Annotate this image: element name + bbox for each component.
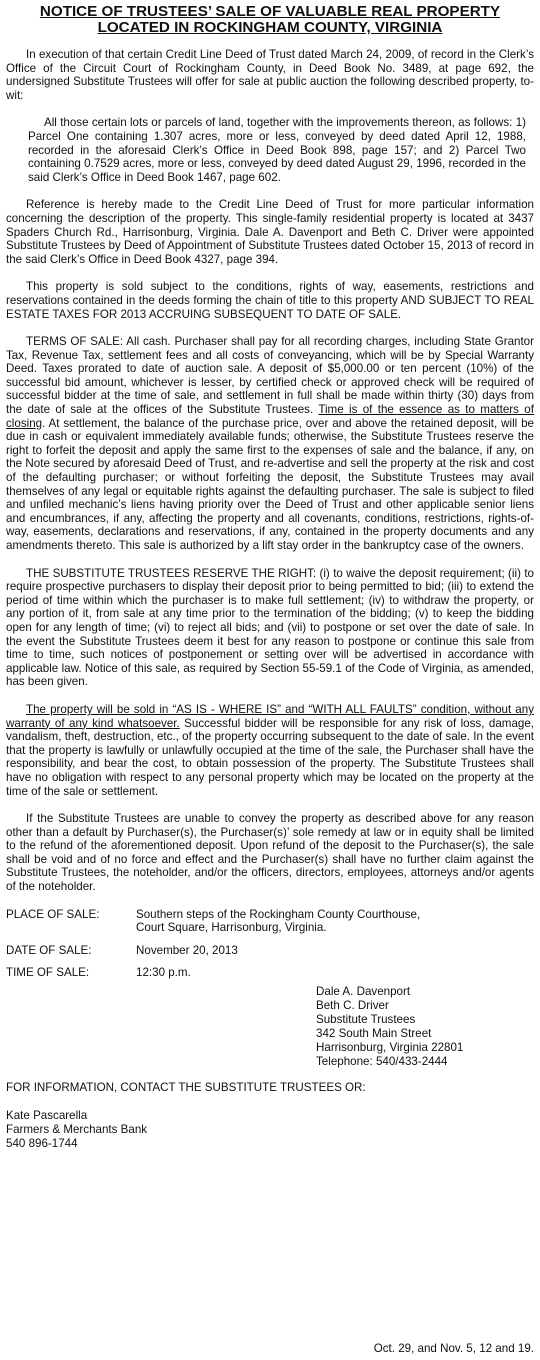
reserve-right-paragraph: THE SUBSTITUTE TRUSTEES RESERVE THE RIGHT: (i) to waive the deposit requirement; (ii) to require prospective purchasers to display their deposit prior to being permitted to bid; (iii) to extend the period of time within which the purchaser is to make full settlement; (iv) to withdraw the property, or any portion of it, from sale at any time prior to the termination of the bidding; (v) to keep the bidding open for any length of time; (vi) to reject all bids; and (vii) to postpone or set over the date of sale. In the event the Substitute Trustees deem it best for any reason to postpone or continue this sale from time to time, such notices of postponement or setting over will be advertised in accordance with applicable law. Notice of this sale, as required by Section 55-59.1 of the Code of Virginia, as amended, has been given.	[6, 566, 534, 689]
unable-to-convey-paragraph: If the Substitute Trustees are unable to convey the property as described above for any reason other than a default by Purchaser(s), the Purchaser(s)’ sole remedy at law or in equity shall be limited to the refund of the aforementioned deposit. Upon refund of the deposit to the Purchaser(s), the sale shall be void and of no force and effect and the Purchaser(s) shall have no further claim against the Substitute Trustees, the noteholder, and/or the officers, directors, employees, attorneys and/or agents of the noteholder.	[6, 812, 534, 894]
as-is-rest: Successful bidder will be responsible for any risk of loss, damage, vandalism, theft, destruction, etc., of the property occurring subsequent to the date of sale. In the event that the property is lawfully or unlawfully occupied at the time of the sale, the Purchaser shall have the responsibility, and bear the cost, to obtain possession of the property. The Substitute Trustees shall have no obligation with respect to any personal property which may be located on the property at the time of the sale or settlement.	[6, 716, 535, 798]
time-of-sale-row	[6, 966, 534, 980]
as-is-paragraph	[6, 703, 534, 798]
place-line-2: Court Square, Harrisonburg, Virginia.	[136, 921, 327, 935]
execution-paragraph: In execution of that certain Credit Line Deed of Trust dated March 24, 2009, of record in the Clerk’s Office of the Circuit Court of Rockingham County, in Deed Book No. 3489, at page 692, the undersigned Substitute Trustees will offer for sale at public auction the following described property, to-wit:	[6, 48, 534, 102]
time-of-sale-label: TIME OF SALE:	[6, 966, 90, 980]
notice-title	[6, 4, 534, 36]
as-is-clause: The property will be sold in “AS IS - WHERE IS” and “WITH ALL FAULTS” condition, without any warranty of any kind whatsoever.	[6, 702, 534, 730]
subject-to-paragraph: This property is sold subject to the conditions, rights of way, easements, restrictions and reservations contained in the deeds forming the chain of title to this property AND SUBJECT TO REAL ESTATE TAXES FOR 2013 ACCRUING SUBSEQUENT TO DATE OF SALE.	[6, 280, 534, 321]
date-of-sale-label: DATE OF SALE:	[6, 943, 92, 957]
signature-line: Substitute Trustees	[316, 1013, 416, 1027]
publication-dates: Oct. 29, and Nov. 5, 12 and 19.	[373, 1342, 534, 1355]
contact-heading: FOR INFORMATION, CONTACT THE SUBSTITUTE TRUSTEES OR:	[6, 1081, 366, 1095]
closing-essence-clause: Time is of the essence as to matters of closing	[6, 403, 534, 430]
time-of-sale-value: 12:30 p.m.	[136, 966, 191, 980]
date-of-sale-row	[6, 944, 534, 958]
contact-line: Kate Pascarella	[6, 1108, 88, 1122]
signature-line: Dale A. Davenport	[316, 985, 411, 999]
place-of-sale-value	[136, 908, 534, 935]
title-line-2: LOCATED IN ROCKINGHAM COUNTY, VIRGINIA	[97, 19, 443, 36]
signature-line: 342 South Main Street	[316, 1027, 432, 1041]
signature-line: Telephone: 540/433-2444	[316, 1055, 448, 1069]
contact-line: 540 896-1744	[6, 1136, 78, 1150]
title-line-1: NOTICE OF TRUSTEES’ SALE OF VALUABLE REAL PROPERTY	[39, 3, 501, 20]
reference-paragraph: Reference is hereby made to the Credit Line Deed of Trust for more particular information concerning the description of the property. This single-family residential property is located at 3437 Spaders Church Rd., Harrisonburg, Virginia. Dale A. Davenport and Beth C. Driver were appointed Substitute Trustees by Deed of Appointment of Substitute Trustees dated October 15, 2013 of record in the said Clerk’s Office in Deed Book 4327, page 394.	[6, 198, 534, 266]
trustee-signature-block	[316, 985, 534, 1069]
place-of-sale-label: PLACE OF SALE:	[6, 907, 100, 921]
date-of-sale-value: November 20, 2013	[136, 943, 238, 957]
property-description-paragraph: All those certain lots or parcels of land, together with the improvements thereon, as follows: 1) Parcel One containing 1.307 acres, more or less, conveyed by deed dated April 12, 1988, recorded in the aforesaid Clerk’s Office in Deed Book 898, page 157; and 2) Parcel Two containing 0.7529 acres, more or less, conveyed by deed dated August 29, 1996, recorded in the said Clerk’s Office in Deed Book 1467, page 602.	[28, 116, 526, 184]
place-of-sale-row	[6, 908, 534, 935]
terms-text-part-2: . At settlement, the balance of the purchase price, over and above the retained deposit, will be due in cash or equivalent immediately available funds; otherwise, the Substitute Trustees reserve the right to forfeit the deposit and apply the same first to the expenses of sale and the balance, if any, on the Note secured by aforesaid Deed of Trust, and re-advertise and sell the property at the risk and cost of the defaulting purchaser; or without forfeiting the deposit, the Substitute Trustees may avail themselves of any legal or equitable rights against the defaulting purchaser. The sale is subject to filed and unfiled mechanic’s liens having priority over the Deed of Trust and other applicable senior liens and encumbrances, if any, affecting the property and all covenants, conditions, restrictions, rights-of-way, easements, declarations and reservations, if any, contained in the property documents and any amendments thereto. This sale is authorized by a lift stay order in the bankruptcy case of the owners.	[6, 416, 534, 552]
contact-block	[6, 1109, 534, 1151]
signature-line: Harrisonburg, Virginia 22801	[316, 1041, 464, 1055]
signature-line: Beth C. Driver	[316, 999, 389, 1013]
contact-line: Farmers & Merchants Bank	[6, 1122, 148, 1136]
sale-details	[6, 908, 534, 980]
terms-of-sale-paragraph	[6, 335, 534, 553]
terms-text-part-1: TERMS OF SALE: All cash. Purchaser shall pay for all recording charges, including State Grantor Tax, Revenue Tax, settlement fees and all costs of conveyancing, which will be by Special Warranty Deed. Taxes prorated to date of auction sale. A deposit of $5,000.00 or ten percent (10%) of the successful bid amount, whichever is lesser, by certified check or approved check will be required of successful bidder at the time of sale, and settlement in full shall be made within thirty (30) days from the date of sale at the offices of the Substitute Trustees.	[6, 335, 534, 417]
place-line-1: Southern steps of the Rockingham County Courthouse,	[136, 907, 421, 921]
